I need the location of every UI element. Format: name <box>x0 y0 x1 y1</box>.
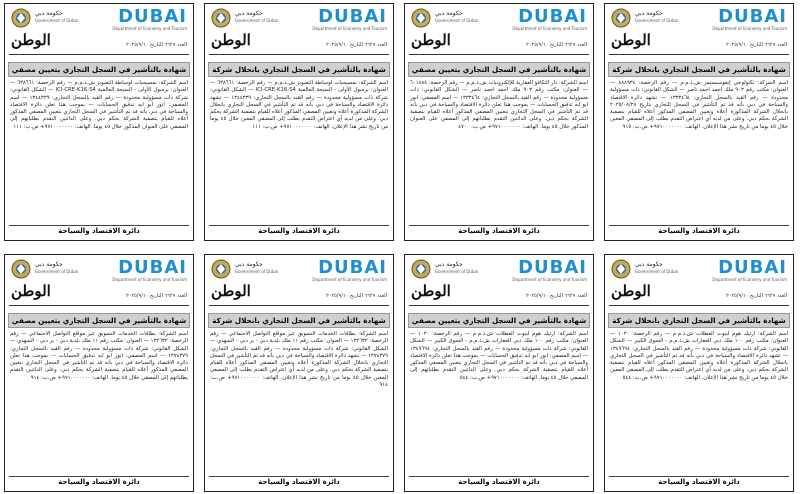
notice-card <box>604 254 794 492</box>
notice-title: شهادة بالتأشير في السجل التجاري بانحلال شركة <box>208 62 390 77</box>
issue-line: العدد ٦٦٢٩ التاريخ ٢٠٢٥/٩/١٠ <box>126 293 187 299</box>
dubai-logo-sub: Department of Economy and Tourism <box>512 277 587 282</box>
notice-header <box>5 255 193 313</box>
dubai-logo: DUBAI <box>518 6 587 27</box>
notice-title: شهادة بالتأشير في السجل التجاري بانحلال شركة <box>208 313 390 328</box>
notice-footer: دائرة الاقتصاد والسياحة <box>9 476 189 488</box>
notice-header <box>5 4 193 62</box>
notice-body: اسم الشركة: بمسيحيات لوساطة التصوير ش.ذ.م.م — رقم الرخصة: ٦٣٨٦٦١ — العنوان: برسول الأولى - السيحة العالمية ICI-CRE-K16-S4 — الشكل القانوني: شركة ذات مسؤولية محدودة — رقم القيد بالسجل التجاري: ١٣٤٤٣٣٩ — اسم المصفي: انور ابو ايه تدقيق الحسابات — بموجب هذا تعلن دائرة الاقتصاد والسياحة في دبي بأنه قد تم التأشير في السجل التجاري بتعيين المصفي المذكور أعلاه للقيام بتصفية الشركة بحكم دبي. وعلى الدائنين التقدم بطلباتهم إلى المصفي على العنوان المذكور خلال ٤٥ يوما. الهاتف: ٩٧١٠٠٠٠٠٠٠+ ص.ب: ١١١ <box>10 80 188 130</box>
dubai-logo-sub: Department of Economy and Tourism <box>312 26 387 31</box>
notice-title: شهادة بالتأشير في السجل التجاري بتعيين مصفي <box>8 62 190 77</box>
header-rule <box>409 54 589 55</box>
notice-card <box>204 254 394 492</box>
notice-card <box>4 254 194 492</box>
header-rule <box>409 305 589 306</box>
notice-title: شهادة بالتأشير في السجل التجاري بتعيين مصفي <box>408 62 590 77</box>
newspaper-name: الوطن <box>411 31 451 49</box>
notice-header <box>605 255 793 313</box>
dubai-logo: DUBAI <box>718 6 787 27</box>
notice-footer: دائرة الاقتصاد والسياحة <box>9 225 189 237</box>
gov-label: حكومة دبي <box>635 261 663 268</box>
gov-sub-label: Government of Dubai <box>235 269 279 274</box>
header-rule <box>609 305 789 306</box>
issue-line: العدد ٦٦٢٩ التاريخ ٢٠٢٥/٩/١٠ <box>526 293 587 299</box>
issue-line: العدد ٦٦٢٩ التاريخ ٢٠٢٥/٩/١٠ <box>326 42 387 48</box>
notice-header <box>405 255 593 313</box>
notice-body: اسم الشركة: بمسيحيات لوساطة التصوير ش.ذ.م.م — رقم الرخصة: ٦٣٨٦٦١ — العنوان: برسول الأولى - السيحة العالمية ICI-CRE-K16-S4 — الشكل القانوني: شركة ذات مسؤولية محدودة — رقم القيد بالسجل التجاري: ١٣٤٤٣٣٩ — تشهد دائرة الاقتصاد والسياحة في دبي بأنه قد تم التأشير في السجل التجاري بانحلال الشركة المذكورة أعلاه وتعيين المصفي المذكور أعلاه للقيام بتصفية الشركة بحكم دبي. وعلى من لديه أي اعتراض التقدم بطلب إلى المصفي المعين خلال ٤٥ يوما من تاريخ نشر هذا الإعلان. الهاتف: ٩٧١٠٠٠٠٠٠٠+ ص.ب: ١١١ <box>210 80 388 130</box>
dubai-logo: DUBAI <box>318 257 387 278</box>
newspaper-name: الوطن <box>11 31 51 49</box>
dubai-emblem-icon <box>409 7 433 29</box>
dubai-logo: DUBAI <box>118 6 187 27</box>
notice-title: شهادة بالتأشير في السجل التجاري بانحلال شركة <box>608 313 790 328</box>
issue-line: العدد ٦٦٢٩ التاريخ ٢٠٢٥/٩/١٠ <box>526 42 587 48</box>
notice-footer: دائرة الاقتصاد والسياحة <box>209 225 389 237</box>
issue-line: العدد ٦٦٢٩ التاريخ ٢٠٢٥/٩/١٠ <box>726 42 787 48</box>
notice-body: اسم الشركة: بطاقات الخدمات التسويق عبر مواقع التواصل الاجتماعي — رقم الرخصة: ١٣٢٦٣٢ — العنوان: مكتب رقم ١١ ملك بلدية دبي - بر دبي - الشهدي — الشكل القانوني: شركة ذات مسؤولية محدودة — رقم القيد بالسجل التجاري: ١٣٧٤٣٧٩ — اسم المصفي: انور ابو ايه تدقيق الحسابات — بموجب هذا تعلن دائرة الاقتصاد والسياحة في دبي بأنه قد تم التأشير في السجل التجاري بتعيين المصفي المذكور أعلاه للقيام بتصفية الشركة بحكم دبي. وعلى الدائنين التقدم بطلباتهم إلى المصفي خلال ٤٥ يوما. الهاتف: ٩٧١٠٠٠٠٠٠٠+ ص.ب: ٩١٤ <box>10 331 188 381</box>
dubai-emblem-icon <box>409 258 433 280</box>
dubai-emblem-icon <box>9 7 33 29</box>
notice-card <box>4 3 194 241</box>
gov-label: حكومة دبي <box>35 10 63 17</box>
notice-title: شهادة بالتأشير في السجل التجاري بتعيين مصفي <box>8 313 190 328</box>
gov-label: حكومة دبي <box>435 261 463 268</box>
header-rule <box>9 305 189 306</box>
notice-body: اسم الشركة: ارتيك هوم لبيوت العطلات ش.ذ.م.م — رقم الرخصة: ١٠٣٠ — العنوان: مكتب رقم ١٠٠ ملك دبي للعقارات ش.ذ.م.م - السوق الكبير — الشكل القانوني: شركة ذات مسؤولية محدودة — رقم القيد بالسجل التجاري: ١٣٤٩٦٩٤ — تشهد دائرة الاقتصاد والسياحة في دبي بأنه قد تم التأشير في السجل التجاري بانحلال الشركة المذكورة أعلاه وتعيين المصفي المذكور أعلاه للقيام بتصفية الشركة بحكم دبي. وعلى من لديه أي اعتراض التقدم بطلب إلى المصفي المعين خلال ٤٥ يوما من تاريخ نشر هذا الإعلان. الهاتف: ٩٧١٠٠٠٠٠٠٠+ ص.ب: ٥٤٤ <box>610 331 788 381</box>
newspaper-name: الوطن <box>611 282 651 300</box>
dubai-logo: DUBAI <box>118 257 187 278</box>
notice-header <box>205 4 393 62</box>
gov-sub-label: Government of Dubai <box>435 269 479 274</box>
notice-footer: دائرة الاقتصاد والسياحة <box>609 476 789 488</box>
gov-label: حكومة دبي <box>635 10 663 17</box>
gov-sub-label: Government of Dubai <box>235 18 279 23</box>
dubai-emblem-icon <box>609 7 633 29</box>
notice-title: شهادة بالتأشير في السجل التجاري بانحلال شركة <box>608 62 790 77</box>
dubai-emblem-icon <box>9 258 33 280</box>
issue-line: العدد ٦٦٢٩ التاريخ ٢٠٢٥/٩/١٠ <box>126 42 187 48</box>
notice-footer: دائرة الاقتصاد والسياحة <box>409 476 589 488</box>
notice-body: اسم الشركة: تكنولوجي إنفوسيستمز ش.ذ.م.م — رقم الرخصة: ٨٨٨٩٣٤ — العنوان: مكتب رقم ٩٠٣ ملك احمد احمد ناصر — الشكل القانوني: ذات مسؤولية محدودة — رقم القيد بالسجل التجاري: ١٣٣٣٤٦٤ — تشهد دائرة الاقتصاد والسياحة في دبي بأنه قد تم التأشير في السجل التجاري بتاريخ ٢٠٢٥/٠٨/٢٨ بانحلال الشركة المذكورة أعلاه وتعيين المصفي المذكور أعلاه للقيام بتصفية الشركة بحكم دبي. وعلى من لديه أي اعتراض التقدم بطلب إلى المصفي المعين خلال ٤٥ يوما من تاريخ نشر هذا الإعلان. الهاتف: ٩٧١٠٠٠٠٠٠٠+ ص.ب: ٩١٥ <box>610 80 788 130</box>
header-rule <box>209 305 389 306</box>
dubai-logo: DUBAI <box>318 6 387 27</box>
newspaper-name: الوطن <box>11 282 51 300</box>
dubai-logo-sub: Department of Economy and Tourism <box>712 277 787 282</box>
dubai-emblem-icon <box>609 258 633 280</box>
gov-sub-label: Government of Dubai <box>35 269 79 274</box>
gov-label: حكومة دبي <box>35 261 63 268</box>
notice-body: اسم الشركة: دار التكافؤ العقارية للإلكترونيات ش.ذ.م.م — رقم الرخصة: ٦٠١٨٨٨ — العنوان: مكتب رقم ٩٠٣ ملك احمد احمد ناصر — الشكل القانوني: ذات مسؤولية محدودة — رقم القيد بالسجل التجاري: ١٣٣٣٤٦٤ — اسم المصفي: انور ابو ايه تدقيق الحسابات — بموجب هذا تعلن دائرة الاقتصاد والسياحة في دبي بأنه قد تم التأشير في السجل التجاري بتعيين المصفي المذكور أعلاه للقيام بتصفية الشركة بحكم دبي. وعلى الدائنين التقدم بطلباتهم إلى المصفي على العنوان المذكور خلال ٤٥ يوما. الهاتف: ٩٧١٠٠٠٠٠٠٠+ ص.ب: ٤٧٠٠ <box>410 80 588 130</box>
notice-footer: دائرة الاقتصاد والسياحة <box>609 225 789 237</box>
gov-sub-label: Government of Dubai <box>635 18 679 23</box>
dubai-logo: DUBAI <box>518 257 587 278</box>
newspaper-name: الوطن <box>611 31 651 49</box>
dubai-logo-sub: Department of Economy and Tourism <box>112 277 187 282</box>
notice-header <box>405 4 593 62</box>
dubai-logo-sub: Department of Economy and Tourism <box>112 26 187 31</box>
issue-line: العدد ٦٦٢٩ التاريخ ٢٠٢٥/٩/١٠ <box>726 293 787 299</box>
notice-body: اسم الشركة: ارتيك هوم لبيوت العطلات ش.ذ.م.م — رقم الرخصة: ١٠٣٠ — العنوان: مكتب رقم ١٠٠ ملك دبي للعقارات ش.ذ.م.م - السوق الكبير — الشكل القانوني: شركة ذات مسؤولية محدودة — رقم القيد بالسجل التجاري: ١٣٤٩٦٩٤ — اسم المصفي: انور ابو ايه تدقيق الحسابات — بموجب هذا تعلن دائرة الاقتصاد والسياحة في دبي بأنه قد تم التأشير في السجل التجاري بتعيين المصفي المذكور أعلاه للقيام بتصفية الشركة بحكم دبي. وعلى الدائنين التقدم بطلباتهم إلى المصفي خلال ٤٥ يوما. الهاتف: ٩٧١٠٠٠٠٠٠٠+ ص.ب: ٥٤٤ <box>410 331 588 381</box>
notice-header <box>605 4 793 62</box>
gov-sub-label: Government of Dubai <box>435 18 479 23</box>
gov-sub-label: Government of Dubai <box>35 18 79 23</box>
notice-card <box>604 3 794 241</box>
notice-card <box>404 3 594 241</box>
gov-label: حكومة دبي <box>235 10 263 17</box>
dubai-logo: DUBAI <box>718 257 787 278</box>
newspaper-name: الوطن <box>211 31 251 49</box>
header-rule <box>209 54 389 55</box>
gov-sub-label: Government of Dubai <box>635 269 679 274</box>
dubai-emblem-icon <box>209 7 233 29</box>
header-rule <box>9 54 189 55</box>
gov-label: حكومة دبي <box>435 10 463 17</box>
issue-line: العدد ٦٦٢٩ التاريخ ٢٠٢٥/٩/١٠ <box>326 293 387 299</box>
dubai-logo-sub: Department of Economy and Tourism <box>512 26 587 31</box>
dubai-logo-sub: Department of Economy and Tourism <box>312 277 387 282</box>
notice-card <box>204 3 394 241</box>
notice-footer: دائرة الاقتصاد والسياحة <box>409 225 589 237</box>
notice-title: شهادة بالتأشير في السجل التجاري بتعيين مصفي <box>408 313 590 328</box>
notice-footer: دائرة الاقتصاد والسياحة <box>209 476 389 488</box>
dubai-logo-sub: Department of Economy and Tourism <box>712 26 787 31</box>
gov-label: حكومة دبي <box>235 261 263 268</box>
header-rule <box>609 54 789 55</box>
newspaper-name: الوطن <box>411 282 451 300</box>
newspaper-name: الوطن <box>211 282 251 300</box>
notice-body: اسم الشركة: بطاقات الخدمات التسويق عبر مواقع التواصل الاجتماعي — رقم الرخصة: ١٣٢٦٣٢ — العنوان: مكتب رقم ١١ ملك بلدية دبي - بر دبي - الشهدي — الشكل القانوني: شركة ذات مسؤولية محدودة — رقم القيد بالسجل التجاري: ١٣٧٤٣٧٩ — تشهد دائرة الاقتصاد والسياحة في دبي بأنه قد تم التأشير في السجل التجاري بانحلال الشركة المذكورة أعلاه وتعيين المصفي المذكور أعلاه للقيام بتصفية الشركة بحكم دبي. وعلى من لديه أي اعتراض التقدم بطلب إلى المصفي المعين خلال ٤٥ يوما من تاريخ نشر هذا الإعلان. الهاتف: ٩٧١٠٠٠٠٠٠٠+ ص.ب: ٩١٤ <box>210 331 388 389</box>
notice-card <box>404 254 594 492</box>
notice-header <box>205 255 393 313</box>
dubai-emblem-icon <box>209 258 233 280</box>
